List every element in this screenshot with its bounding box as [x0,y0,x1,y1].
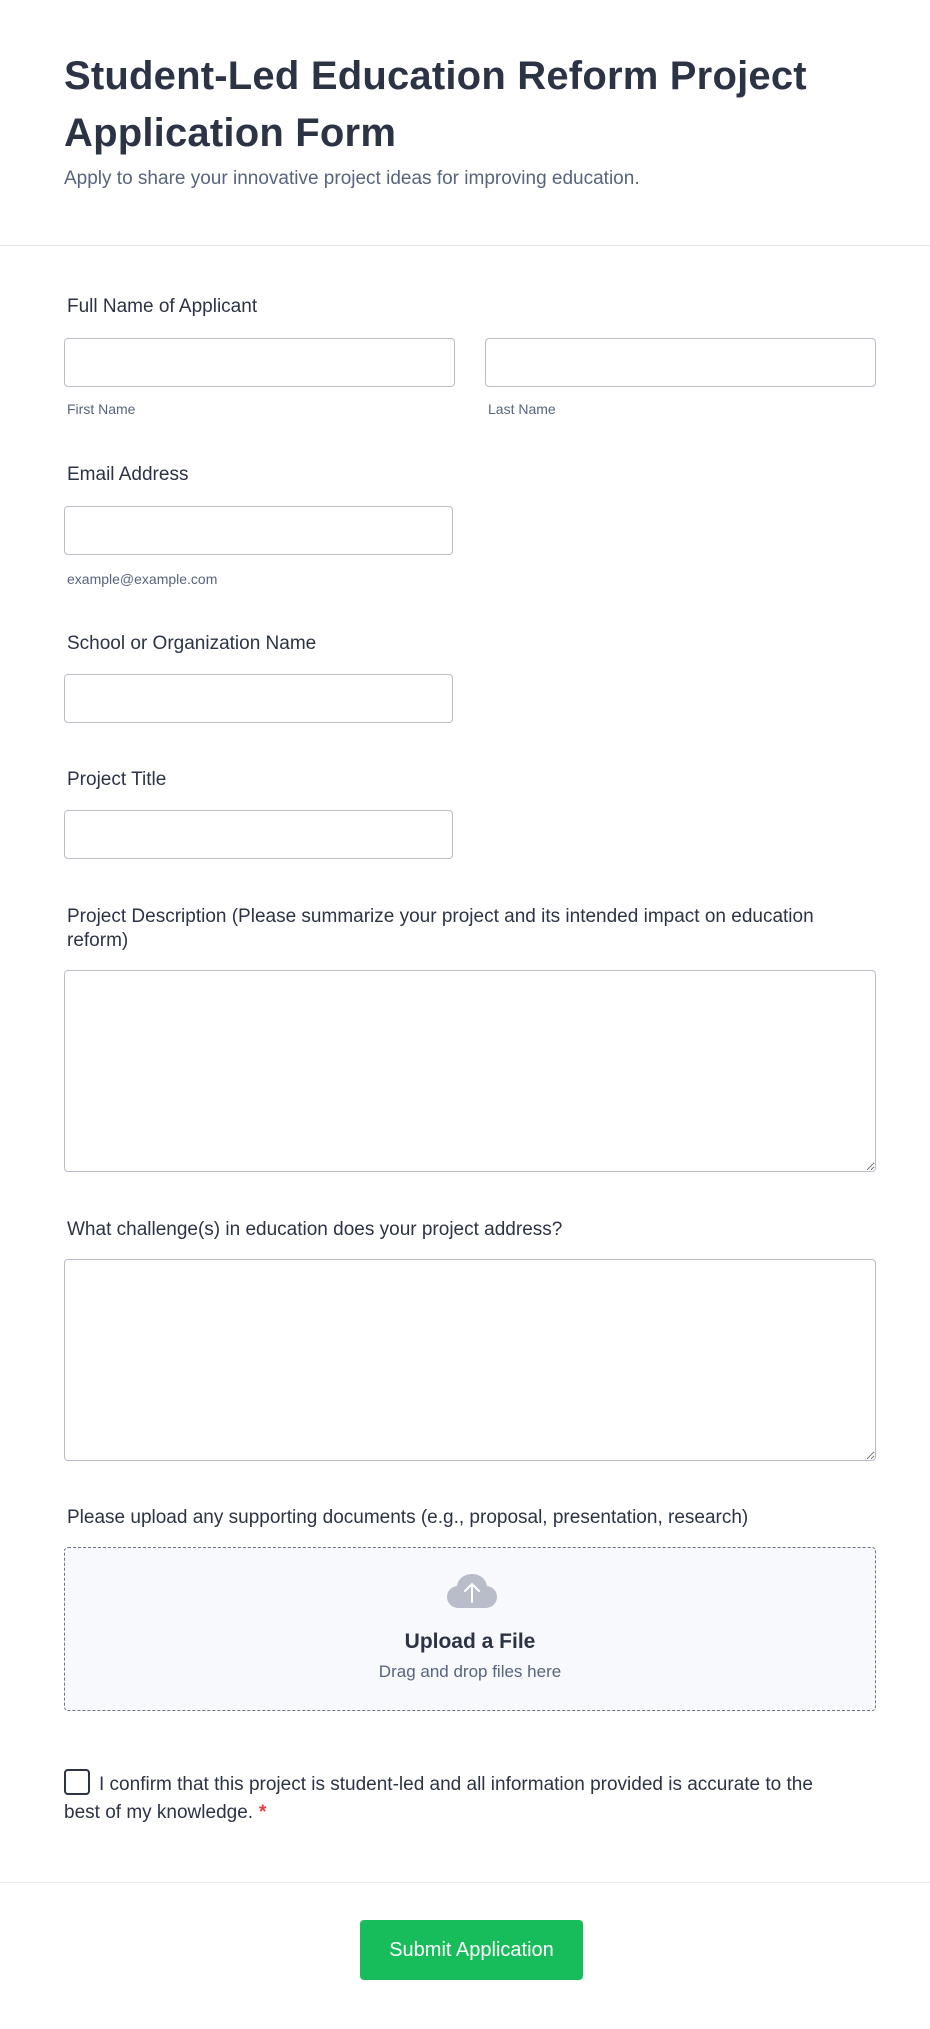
footer-divider [0,1882,930,1883]
upload-subtitle: Drag and drop files here [378,1662,562,1681]
school-input[interactable] [64,674,453,723]
upload-title: Upload a File [404,1630,536,1653]
full-name-label: Full Name of Applicant [67,296,258,317]
school-label: School or Organization Name [67,633,317,654]
consent-checkbox[interactable] [64,1769,90,1795]
file-upload-dropzone[interactable] [64,1547,876,1711]
consent-row [64,1769,824,1827]
project-description-textarea[interactable] [64,970,876,1172]
email-sublabel: example@example.com [67,571,218,587]
last-name-input[interactable] [485,338,876,387]
challenges-label: What challenge(s) in education does your project address? [67,1219,563,1240]
project-title-input[interactable] [64,810,453,859]
page-subtitle: Apply to share your innovative project ideas for improving education. [64,168,640,189]
cloud-upload-icon [447,1574,497,1608]
first-name-input[interactable] [64,338,455,387]
project-title-label: Project Title [67,769,167,790]
upload-label: Please upload any supporting documents (e.g., proposal, presentation, research) [67,1507,749,1528]
required-marker: * [259,1802,267,1823]
email-label: Email Address [67,464,189,485]
form-header [0,0,930,246]
project-description-label: Project Description (Please summarize your project and its intended impact on education reform) [67,906,814,951]
page-title: Student-Led Education Reform Project Application Form [64,54,807,155]
challenges-textarea[interactable] [64,1259,876,1461]
last-name-sublabel: Last Name [488,401,556,417]
email-input[interactable] [64,506,453,555]
consent-text: I confirm that this project is student-led and all information provided is accurate to the best of my knowledge. [64,1774,813,1823]
first-name-sublabel: First Name [67,401,136,417]
submit-application-button[interactable]: Submit Application [360,1920,583,1980]
